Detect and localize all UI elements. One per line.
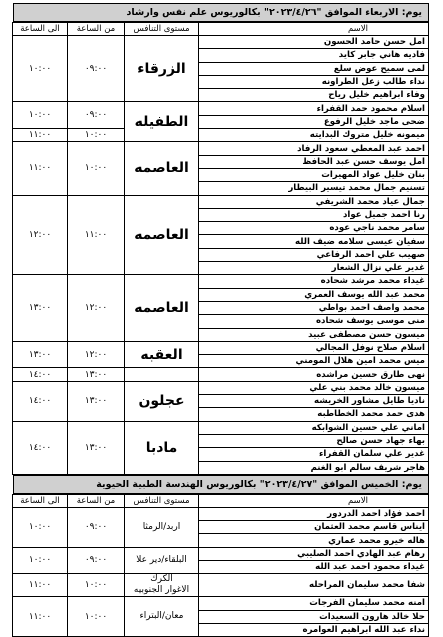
student-name: ميسون حسن مصطفى عبيد: [199, 328, 429, 341]
student-name: هدى حمد محمد الخطاطبه: [199, 408, 429, 421]
student-name: حلا خالد هارون السعيدات: [199, 610, 429, 623]
student-name: ضحى ماجد خليل الرفوع: [199, 115, 429, 128]
time-from: ١٢:٠٠: [68, 341, 125, 368]
student-name: صهيب علي احمد الرفاعي: [199, 248, 429, 261]
time-to: ١٤:٠٠: [13, 368, 68, 381]
student-name: اسلام صلاح نوفل المجالي: [199, 341, 429, 354]
header-name: الاسم: [199, 23, 429, 36]
student-name: نهى طارق حسين مراشده: [199, 368, 429, 381]
schedule-sheet: [13, 3, 429, 637]
competition-level: مادبا: [125, 421, 199, 474]
time-to: ١٤:٠٠: [13, 381, 68, 421]
day-heading: يوم: الاربعاء الموافق "٢٠٢٣/٤/٢٦" بكالوريوس علم نفس وارشاد: [13, 3, 429, 22]
student-name: اماني علي حسين الشوابكه: [199, 421, 429, 434]
student-name: رنا احمد جميل عواد: [199, 208, 429, 221]
header-from: من الساعة: [68, 494, 125, 507]
competition-level: معان/البتراء: [125, 597, 199, 637]
time-to: ١٣:٠٠: [13, 341, 68, 368]
table-row: [13, 574, 429, 597]
schedule-table: [12, 22, 429, 475]
student-name: احمد عبد المعطي سعود الرفاد: [199, 142, 429, 155]
competition-level: اربد/الرمثا: [125, 507, 199, 547]
table-row: [13, 507, 429, 520]
table-row: [13, 102, 429, 115]
table-row: [13, 341, 429, 354]
competition-level: العاصمه: [125, 195, 199, 275]
table-row: [13, 381, 429, 394]
time-from: ٠٩:٠٠: [68, 36, 125, 102]
student-name: نداء طالب زعل الطراونه: [199, 75, 429, 88]
student-name: بهاء جهاد حسن صالح: [199, 434, 429, 447]
student-name: غدير علي سلمان القفراء: [199, 448, 429, 461]
student-name: غدير علي نزال الشعار: [199, 262, 429, 275]
student-name: ميمونه خليل متروك البدايته: [199, 129, 429, 142]
header-to: الى الساعة: [13, 23, 68, 36]
student-name: محمد عبد الله يوسف العمري: [199, 288, 429, 301]
header-from: من الساعة: [68, 23, 125, 36]
header-name: الاسم: [199, 494, 429, 507]
table-row: [13, 142, 429, 155]
time-to: ١٣:٠٠: [13, 275, 68, 341]
competition-level: الزرقاء: [125, 36, 199, 102]
time-from: ١١:٠٠: [68, 195, 125, 275]
student-name: ايناس قاسم محمد العثمان: [199, 521, 429, 534]
time-from: ٠٩:٠٠: [68, 507, 125, 547]
time-from: ١٠:٠٠: [68, 597, 125, 637]
time-to: ١٤:٠٠: [13, 421, 68, 474]
student-name: سفيان عيسى سلامه ضيف الله: [199, 235, 429, 248]
table-row: [13, 275, 429, 288]
time-from: ١٠:٠٠: [68, 574, 125, 597]
competition-level: العقبه: [125, 341, 199, 368]
time-to: ١١:٠٠: [13, 574, 68, 597]
student-name: احمد فؤاد احمد الدردور: [199, 507, 429, 520]
competition-level: عجلون: [125, 381, 199, 421]
student-name: ميس محمد امين هلال المومني: [199, 355, 429, 368]
table-row: [13, 195, 429, 208]
student-name: هاله خيرو محمد عماري: [199, 534, 429, 547]
table-row: [13, 129, 429, 142]
student-name: نداء عبد الله ابراهيم العوامره: [199, 623, 429, 636]
day-heading: يوم: الخميس الموافق "٢٠٢٣/٤/٢٧" بكالوريوس الهندسة الطبية الحيوية: [13, 475, 429, 494]
student-name: غيداء محمود احمد عبد الله: [199, 560, 429, 573]
student-name: سامر محمد ناجي عوده: [199, 222, 429, 235]
time-from: ١٣:٠٠: [68, 381, 125, 421]
time-to: ١١:٠٠: [13, 142, 68, 195]
time-to: ١٠:٠٠: [13, 36, 68, 102]
table-row: [13, 36, 429, 49]
time-from: ١٠:٠٠: [68, 129, 125, 142]
competition-level: العاصمه: [125, 275, 199, 341]
schedule-table: [12, 494, 429, 637]
time-from: ١٣:٠٠: [68, 421, 125, 474]
student-name: ميسون خالد محمد بني علي: [199, 381, 429, 394]
time-to: ١١:٠٠: [13, 597, 68, 637]
time-to: ١٠:٠٠: [13, 547, 68, 574]
header-level: مستوى التنافس: [125, 23, 199, 36]
header-row: [13, 494, 429, 507]
student-name: محمد واصف احمد بواطي: [199, 301, 429, 314]
competition-level: الطفيله: [125, 102, 199, 142]
table-row: [13, 597, 429, 610]
student-name: بنان خليل عواد المهيرات: [199, 168, 429, 181]
competition-level: [125, 368, 199, 381]
time-to: ١٠:٠٠: [13, 102, 68, 129]
time-to: ١٠:٠٠: [13, 507, 68, 547]
student-name: تسنيم جمال محمد تيسير البيطار: [199, 182, 429, 195]
student-name: اسلام محمود حمد القفراء: [199, 102, 429, 115]
competition-level: البلقاء/دير علا: [125, 547, 199, 574]
student-name: امنه محمد سليمان الفرجات: [199, 597, 429, 610]
header-level: مستوى التنافس: [125, 494, 199, 507]
time-from: ١٣:٠٠: [68, 368, 125, 381]
student-name: شفا محمد سليمان المراحله: [199, 574, 429, 597]
time-from: ١٠:٠٠: [68, 142, 125, 195]
time-to: ١٢:٠٠: [13, 195, 68, 275]
student-name: رهام عبد الهادي احمد الصليبي: [199, 547, 429, 560]
student-name: ناديا طايل مشاور الخريشه: [199, 395, 429, 408]
student-name: لمى سميح عوض سلع: [199, 62, 429, 75]
student-name: فاديه هاني جابر كايد: [199, 49, 429, 62]
time-from: ٠٩:٠٠: [68, 547, 125, 574]
table-row: [13, 368, 429, 381]
student-name: غيداء محمد مرشد شحاده: [199, 275, 429, 288]
header-row: [13, 23, 429, 36]
student-name: جمال عياد محمد الشريفي: [199, 195, 429, 208]
time-to: ١١:٠٠: [13, 129, 68, 142]
header-to: الى الساعة: [13, 494, 68, 507]
table-row: [13, 547, 429, 560]
student-name: وفاء ابراهيم خليل رياح: [199, 89, 429, 102]
competition-level: العاصمه: [125, 142, 199, 195]
student-name: هاجر شريف سالم ابو الغنم: [199, 461, 429, 474]
time-from: ٠٩:٠٠: [68, 102, 125, 129]
student-name: امل يوسف حسن عبد الحافظ: [199, 155, 429, 168]
competition-level: الكرك الاغوار الجنوبيه: [125, 574, 199, 597]
time-from: ١٢:٠٠: [68, 275, 125, 341]
student-name: منى موسى يوسف شحاده: [199, 315, 429, 328]
table-row: [13, 421, 429, 434]
student-name: امل حسن حامد الحسون: [199, 36, 429, 49]
